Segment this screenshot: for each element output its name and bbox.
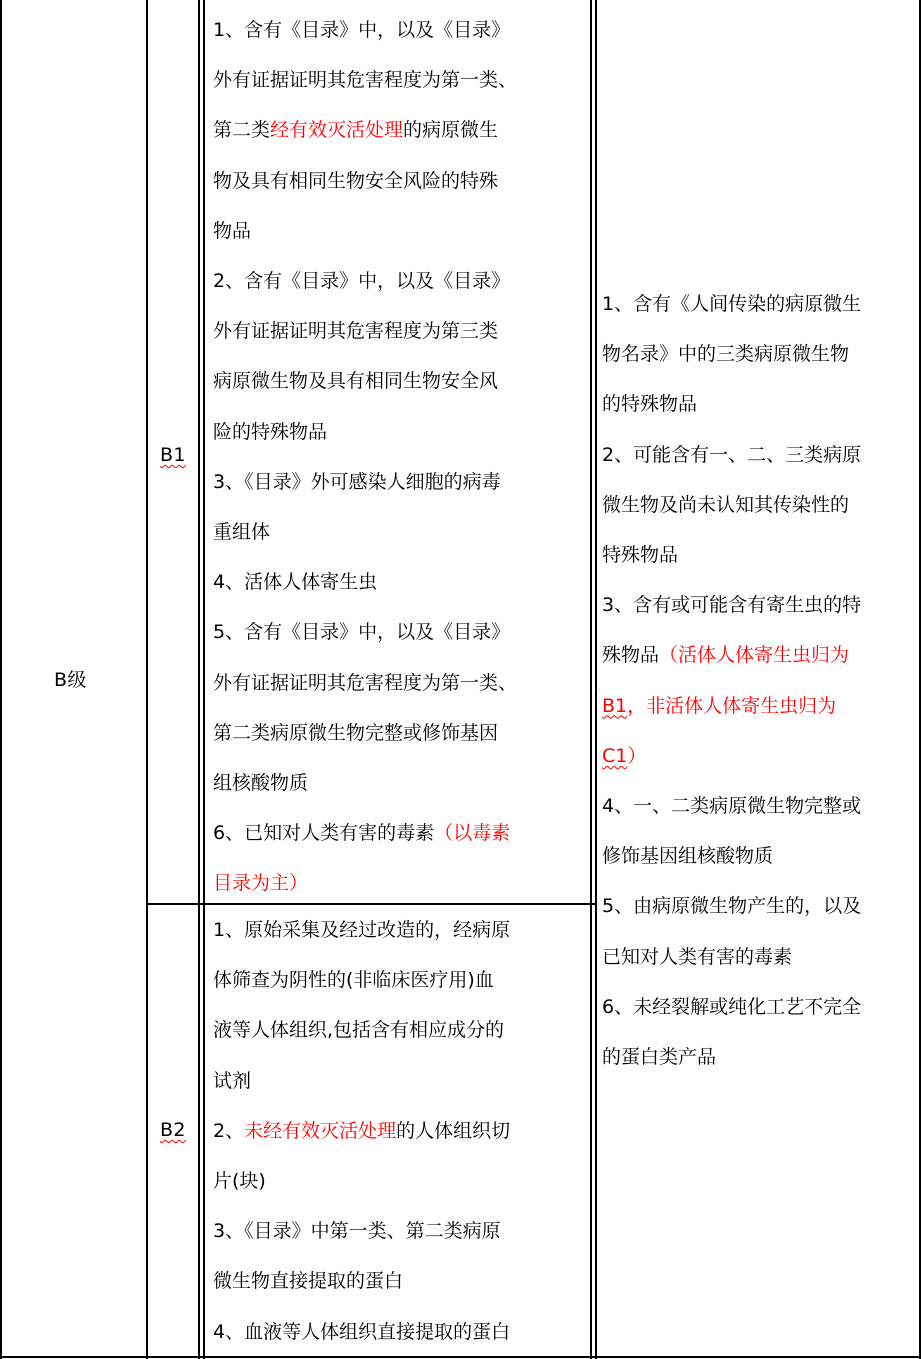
b1-line xyxy=(213,821,510,846)
b1-line xyxy=(213,620,510,645)
b1-text: 2、含有《目录》中，以及《目录》 xyxy=(213,270,511,292)
b1-b2-separator xyxy=(146,903,595,905)
b2-line xyxy=(213,1069,251,1094)
table-divider-3 xyxy=(590,0,592,1359)
b1-text: 病原微生物及具有相同生物安全风 xyxy=(213,370,499,393)
b1-line xyxy=(213,470,501,495)
general-text: 1、含有《人间传染的病原微生 xyxy=(602,293,862,315)
b1-line xyxy=(213,721,498,746)
b2-text: 1、原始采集及经过改造的，经病原 xyxy=(213,919,511,941)
b1-text: 外有证据证明其危害程度为第一类、 xyxy=(213,671,518,694)
b1-line xyxy=(213,570,377,595)
table-divider-3b xyxy=(595,0,597,1359)
b2-text: 微生物直接提取的蛋白 xyxy=(213,1270,404,1293)
b2-line xyxy=(213,1169,266,1194)
b1-text: （以毒素 xyxy=(434,822,511,845)
b1-text: 外有证据证明其危害程度为第三类 xyxy=(213,320,499,343)
b2-text: 体筛查为阴性的(非临床医疗用)血 xyxy=(213,969,494,992)
general-line xyxy=(602,543,678,568)
b1-text: 重组体 xyxy=(213,521,271,543)
b1-line xyxy=(213,68,517,93)
b2-line xyxy=(213,1269,403,1294)
subgrade-b1-code: B1 xyxy=(160,444,186,466)
b1-text: 物及具有相同生物安全风险的特殊 xyxy=(213,169,499,192)
b2-text: 未经有效灭活处理 xyxy=(244,1119,397,1142)
b2-text: 2、 xyxy=(213,1119,245,1142)
b1-text: 的病原微生 xyxy=(403,119,499,142)
general-text: 特殊物品 xyxy=(602,544,679,566)
b1-line xyxy=(213,319,498,344)
general-text: 6、未经裂解或纯化工艺不完全 xyxy=(602,995,862,1018)
general-line xyxy=(602,945,792,970)
b2-text: 4、血液等人体组织直接提取的蛋白 xyxy=(213,1320,511,1343)
b1-text: 外有证据证明其危害程度为第一类、 xyxy=(213,69,518,92)
general-text: 4、一、二类病原微生物完整或 xyxy=(602,795,862,817)
b1-line xyxy=(213,269,510,294)
general-line xyxy=(602,643,849,668)
b1-text: 第二类 xyxy=(213,119,271,142)
general-line xyxy=(602,894,861,919)
b1-text: 4、活体人体寄生虫 xyxy=(213,571,378,594)
table-border-left xyxy=(0,0,2,1359)
general-line xyxy=(602,995,861,1020)
general-text: ，非活体人体寄生虫归为 xyxy=(627,694,837,717)
b1-text: 5、含有《目录》中，以及《目录》 xyxy=(213,621,511,644)
general-text: 的蛋白类产品 xyxy=(602,1046,717,1068)
b1-text: 险的特殊物品 xyxy=(213,420,328,443)
general-text: C1 xyxy=(602,744,628,767)
table-divider-2 xyxy=(198,0,200,1359)
b1-line xyxy=(213,369,498,394)
b2-line xyxy=(213,1320,510,1345)
general-line xyxy=(602,493,849,518)
b2-line xyxy=(213,1119,510,1144)
general-line xyxy=(602,744,646,769)
subgrade-b2-code: B2 xyxy=(160,1119,186,1141)
b1-text: 3、《目录》外可感染人细胞的病毒 xyxy=(213,470,501,493)
general-text: 5、由病原微生物产生的，以及 xyxy=(602,895,862,918)
table-divider-1 xyxy=(146,0,148,1359)
b1-line xyxy=(213,871,308,896)
b1-line xyxy=(213,420,327,445)
general-line xyxy=(602,794,861,819)
general-text: 已知对人类有害的毒素 xyxy=(602,945,793,968)
b2-line xyxy=(213,918,510,943)
b2-text: 的人体组织切 xyxy=(396,1119,511,1142)
b1-line xyxy=(213,219,251,244)
b2-line xyxy=(213,1018,504,1043)
general-line xyxy=(602,1045,716,1070)
b1-line xyxy=(213,118,498,143)
b1-line xyxy=(213,671,517,696)
b1-text: 第二类病原微生物完整或修饰基因 xyxy=(213,721,499,744)
general-text: 殊物品 xyxy=(602,644,660,667)
b1-text: 目录为主） xyxy=(213,872,309,895)
b1-text: 1、含有《目录》中，以及《目录》 xyxy=(213,19,511,41)
general-line xyxy=(602,844,773,869)
table-border-bottom xyxy=(0,1356,921,1358)
b2-text: 液等人体组织,包括含有相应成分的 xyxy=(213,1019,505,1042)
b1-text: 6、已知对人类有害的毒素 xyxy=(213,822,435,845)
b2-text: 片(块) xyxy=(213,1170,266,1192)
table-divider-2b xyxy=(203,0,205,1359)
general-line xyxy=(602,694,836,719)
general-line xyxy=(602,292,861,317)
b1-line xyxy=(213,169,498,194)
b1-text: 物品 xyxy=(213,219,252,242)
general-line xyxy=(602,392,697,417)
general-line xyxy=(602,342,849,367)
b1-text: 经有效灭活处理 xyxy=(270,119,404,142)
b1-text: 组核酸物质 xyxy=(213,772,309,794)
b2-text: 试剂 xyxy=(213,1069,252,1092)
general-text: 微生物及尚未认知其传染性的 xyxy=(602,493,850,516)
general-line xyxy=(602,443,861,468)
b1-line xyxy=(213,18,510,43)
general-text: 修饰基因组核酸物质 xyxy=(602,845,774,868)
general-text: ） xyxy=(627,744,647,767)
general-line xyxy=(602,593,861,618)
general-text: 2、可能含有一、二、三类病原 xyxy=(602,443,862,466)
b2-line xyxy=(213,968,494,993)
b1-line xyxy=(213,520,270,545)
general-text: B1 xyxy=(602,694,628,717)
grade-label: B级 xyxy=(54,669,87,691)
b2-line xyxy=(213,1219,501,1244)
general-text: 3、含有或可能含有寄生虫的特 xyxy=(602,594,862,617)
table-border-right xyxy=(919,0,921,1359)
b1-line xyxy=(213,771,308,796)
general-text: 的特殊物品 xyxy=(602,393,698,416)
general-text: 物名录》中的三类病原微生物 xyxy=(602,343,850,366)
b2-text: 3、《目录》中第一类、第二类病原 xyxy=(213,1220,501,1243)
general-text: （活体人体寄生虫归为 xyxy=(659,644,850,667)
